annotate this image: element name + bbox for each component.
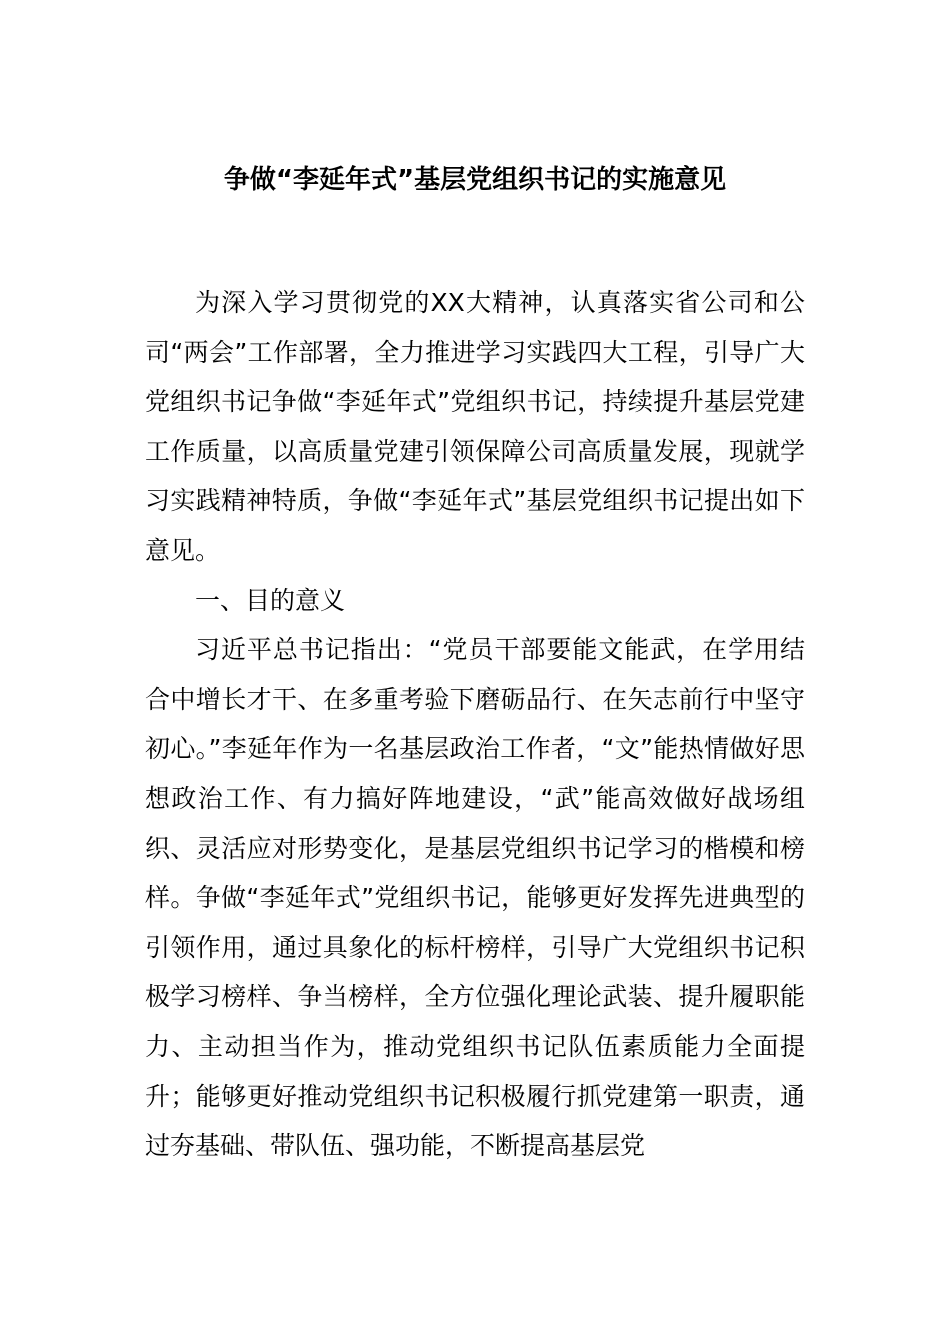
section-heading: 一、目的意义 [195, 585, 346, 615]
intro-paragraph: 为深入学习贯彻党的XX大精神，认真落实省公司和公司“两会”工作部署，全力推进学习实践四大工程，引导广大党组织书记争做“李延年式”党组织书记，持续提升基层党建工作质量，以高质量党建引领保障公司高质量发展，现就学习实践精神特质，争做“李延年式”基层党组织书记提出如下意见。 [145, 288, 805, 565]
document-title: 争做“李延年式”基层党组织书记的实施意见 [223, 165, 727, 195]
body-paragraph: 习近平总书记指出：“党员干部要能文能武，在学用结合中增长才干、在多重考验下磨砺品行、在矢志前行中坚守初心。”李延年作为一名基层政治工作者，“文”能热情做好思想政治工作、有力搞好阵地建设，“武”能高效做好战场组织、灵活应对形势变化，是基层党组织书记学习的楷模和榜样。争做“李延年式”党组织书记，能够更好发挥先进典型的引领作用，通过具象化的标杆榜样，引导广大党组织书记积极学习榜样、争当榜样，全方位强化理论武装、提升履职能力、主动担当作为，推动党组织书记队伍素质能力全面提升；能够更好推动党组织书记积极履行抓党建第一职责，通过夯基础、带队伍、强功能，不断提高基层党 [145, 635, 805, 1161]
document-body [145, 278, 805, 1171]
